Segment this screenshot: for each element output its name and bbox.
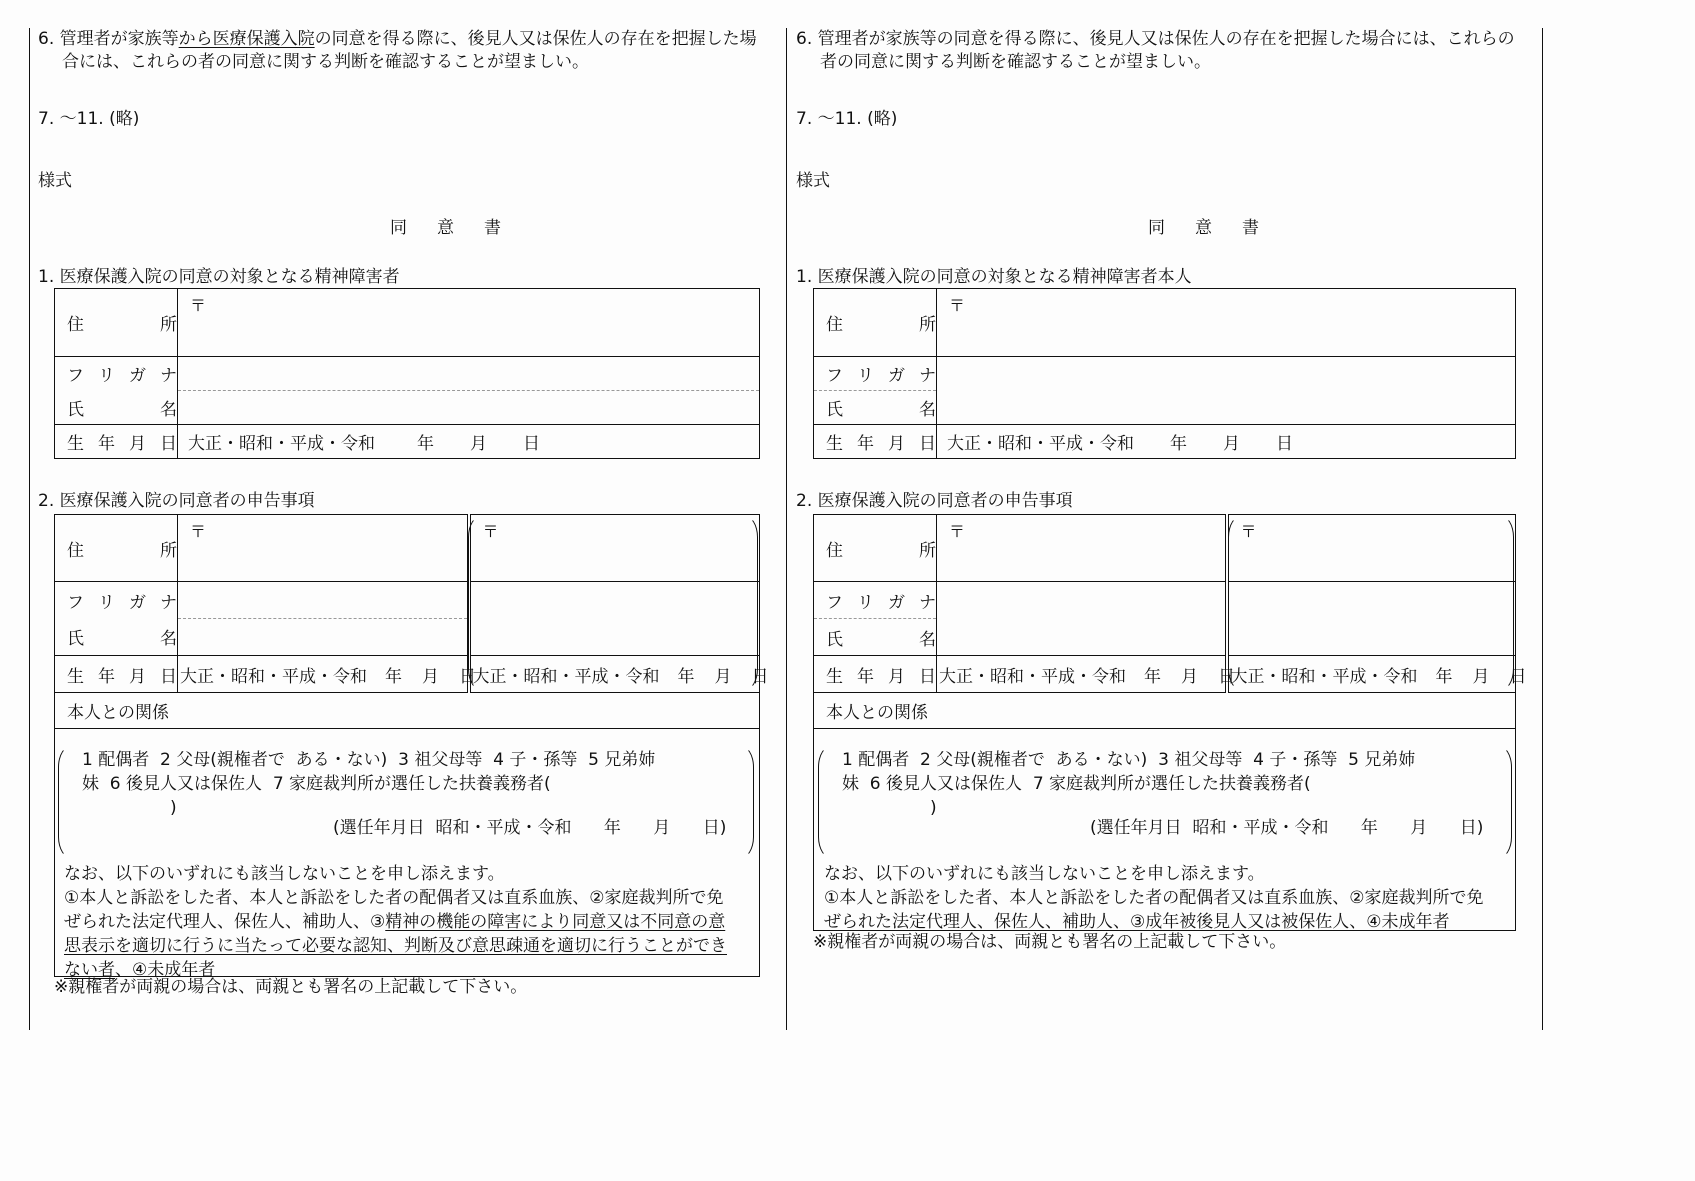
- right-column-border: [1542, 28, 1543, 1030]
- relation-label: 本人との関係: [55, 693, 760, 729]
- dob-label: 生 年 月 日: [814, 425, 937, 459]
- consenter2-bracket: [468, 515, 758, 691]
- item6-line1: 6. 管理者が家族等の同意を得る際に、後見人又は保佐人の存在を把握した場合には、これらの: [796, 29, 1515, 49]
- name-field[interactable]: [937, 391, 1516, 425]
- postal-mark-icon: 〒: [190, 296, 207, 315]
- appointment-date[interactable]: (選任年月日 昭和・平成・令和 年 月 日): [1090, 818, 1484, 838]
- footnote: ※親権者が両親の場合は、両親とも署名の上記載して下さい。: [54, 977, 528, 997]
- name-label: 氏 名: [55, 619, 178, 656]
- name-label: 氏 名: [55, 391, 178, 425]
- consenter1-name-field[interactable]: [178, 619, 469, 656]
- address-label: 住 所: [814, 289, 937, 357]
- style-label: 様式: [38, 171, 72, 191]
- postal-mark-icon: 〒: [482, 522, 499, 541]
- furigana-field[interactable]: [178, 357, 760, 391]
- address-label: 住 所: [55, 515, 178, 582]
- footnote: ※親権者が両親の場合は、両親とも署名の上記載して下さい。: [813, 932, 1287, 952]
- furigana-label: フ リ ガ ナ: [814, 582, 937, 619]
- consenter1-furigana-field[interactable]: [178, 582, 469, 619]
- form-title: 同意書: [390, 218, 531, 238]
- consenter2-bracket: [1228, 515, 1514, 691]
- postal-mark-icon: 〒: [1240, 522, 1257, 541]
- name-field[interactable]: [178, 391, 760, 425]
- postal-mark-icon: 〒: [190, 522, 207, 541]
- form-title: 同意書: [1148, 218, 1289, 238]
- relation-label: 本人との関係: [814, 693, 1516, 729]
- consenter1-name-field[interactable]: [937, 619, 1227, 656]
- disqualification-notes: なお、以下のいずれにも該当しないことを申し添えます。 ①本人と訴訟をした者、本人と訴訟をした者の配偶者又は直系血族、②家庭裁判所で免 ぜられた法定代理人、保佐人、補助人、③成年被後見人又は被保佐人、④未成年者: [824, 864, 1484, 932]
- furigana-label: フ リ ガ ナ: [814, 357, 937, 391]
- center-column-divider: [786, 28, 787, 1030]
- disqualification-notes: なお、以下のいずれにも該当しないことを申し添えます。 ①本人と訴訟をした者、本人と訴訟をした者の配偶者又は直系血族、②家庭裁判所で免 ぜられた法定代理人、保佐人、補助人、③精神の機能の障害により同意又は不同意の意 思表示を適切に行うに当たって必要な認知、判断及び意思疎通を適切に行うことができ ない者、④未成年者: [64, 862, 754, 982]
- underlined-amendment: 思表示を適切に行うに当たって必要な認知、判断及び意思疎通を適切に行うことができ: [64, 936, 727, 956]
- left-column-border: [29, 28, 30, 1030]
- section2-heading: 2. 医療保護入院の同意者の申告事項: [38, 491, 315, 511]
- underlined-text: 成年被後見人又は被保佐人: [1145, 912, 1350, 932]
- postal-mark-icon: 〒: [949, 522, 966, 541]
- relation-options[interactable]: 1 配偶者 2 父母(親権者で ある・ない) 3 祖父母等 4 子・孫等 5 兄弟姉 妹 6 後見人又は保佐人 7 家庭裁判所が選任した扶養義務者( ): [82, 750, 656, 818]
- item6-line2: 者の同意に関する判断を確認することが望ましい。: [820, 52, 1211, 72]
- address-field[interactable]: [937, 289, 1516, 357]
- address-label: 住 所: [814, 515, 937, 582]
- item6-line2: 合には、これらの者の同意に関する判断を確認することが望ましい。: [62, 52, 589, 72]
- furigana-label: フ リ ガ ナ: [55, 582, 178, 619]
- consenter1-dob-field[interactable]: 大正・昭和・平成・令和 年 月 日: [178, 656, 469, 693]
- dob-label: 生 年 月 日: [814, 656, 937, 693]
- furigana-field[interactable]: [937, 357, 1516, 391]
- address-field[interactable]: [178, 289, 760, 357]
- underlined-amendment: ない者: [64, 960, 115, 980]
- item7: 7. ～11. (略): [38, 109, 140, 129]
- item7: 7. ～11. (略): [796, 109, 898, 129]
- underlined-amendment: 精神の機能の障害により同意又は不同意の意: [385, 912, 726, 932]
- appointment-date[interactable]: (選任年月日 昭和・平成・令和 年 月 日): [333, 818, 727, 838]
- dob-label: 生 年 月 日: [55, 656, 178, 693]
- section1-heading: 1. 医療保護入院の同意の対象となる精神障害者本人: [796, 267, 1192, 287]
- name-label: 氏 名: [814, 619, 937, 656]
- consenter1-address-field[interactable]: [937, 515, 1227, 582]
- underlined-amendment: から医療保護入院: [178, 29, 315, 49]
- item6-line1: 6. 管理者が家族等から医療保護入院の同意を得る際に、後見人又は保佐人の存在を把握した場: [38, 29, 757, 49]
- dob-label: 生 年 月 日: [55, 425, 178, 459]
- style-label: 様式: [796, 171, 830, 191]
- section1-heading: 1. 医療保護入院の同意の対象となる精神障害者: [38, 267, 400, 287]
- relation-options[interactable]: 1 配偶者 2 父母(親権者で ある・ない) 3 祖父母等 4 子・孫等 5 兄弟姉 妹 6 後見人又は保佐人 7 家庭裁判所が選任した扶養義務者( ): [842, 750, 1416, 818]
- postal-mark-icon: 〒: [949, 296, 966, 315]
- furigana-label: フ リ ガ ナ: [55, 357, 178, 391]
- consenter2-dob-field[interactable]: 大正・昭和・平成・令和 年 月 日: [469, 656, 760, 693]
- consenter1-address-field[interactable]: [178, 515, 469, 582]
- dob-field[interactable]: 大正・昭和・平成・令和 年 月 日: [937, 425, 1516, 459]
- name-label: 氏 名: [814, 391, 937, 425]
- consenter2-dob-field[interactable]: 大正・昭和・平成・令和 年 月 日: [1227, 656, 1516, 693]
- patient-info-table: [54, 288, 760, 459]
- patient-info-table: [813, 288, 1516, 459]
- address-label: 住 所: [55, 289, 178, 357]
- consenter1-furigana-field[interactable]: [937, 582, 1227, 619]
- dob-field[interactable]: 大正・昭和・平成・令和 年 月 日: [178, 425, 760, 459]
- section2-heading: 2. 医療保護入院の同意者の申告事項: [796, 491, 1073, 511]
- consenter1-dob-field[interactable]: 大正・昭和・平成・令和 年 月 日: [937, 656, 1227, 693]
